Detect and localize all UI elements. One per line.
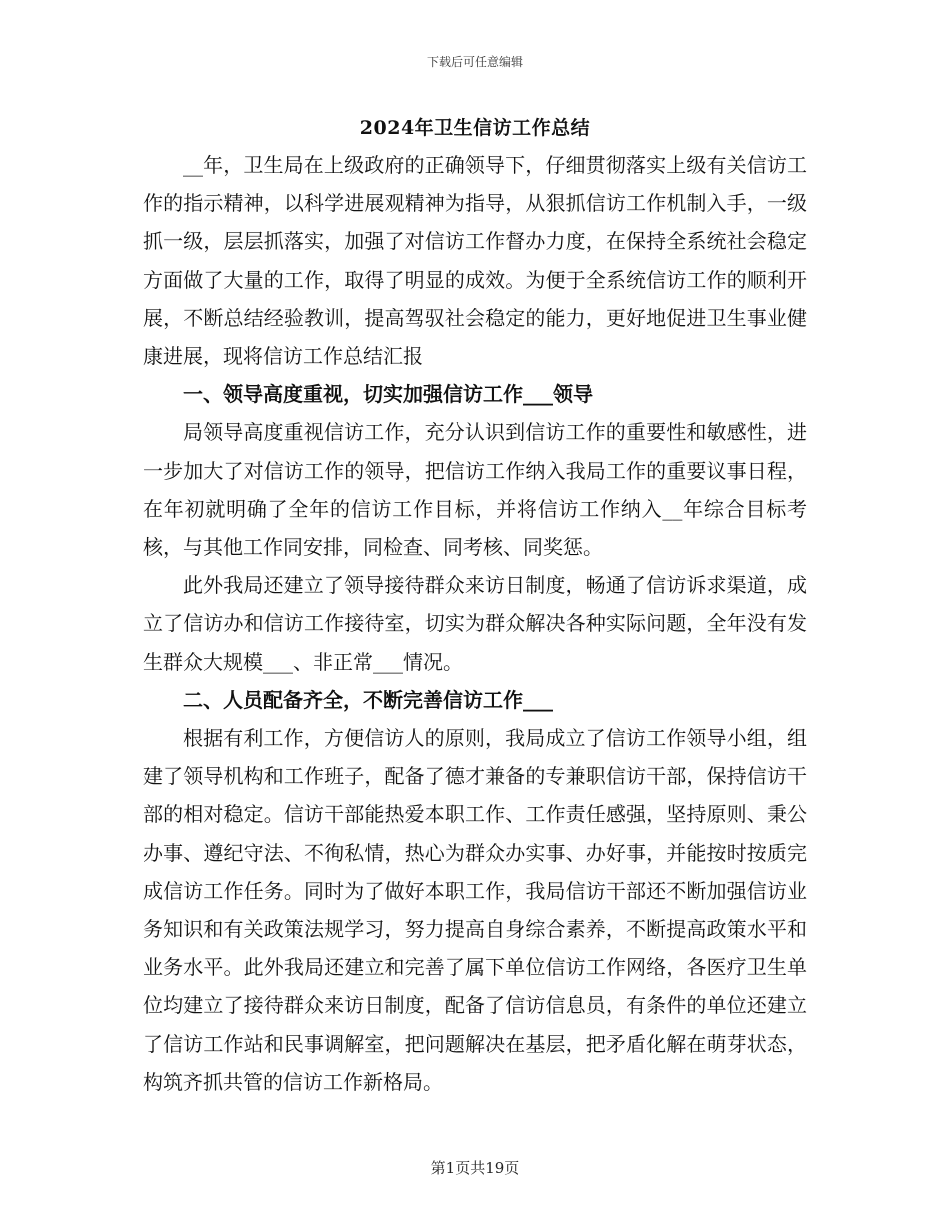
section-1-paragraph-1: 局领导高度重视信访工作，充分认识到信访工作的重要性和敏感性，进一步加大了对信访工作的领导，把信访工作纳入我局工作的重要议事日程，在年初就明确了全年的信访工作目标，并将信访工作纳入__年综合目标考核，与其他工作同安排，同检查、同考核、同奖惩。 [143, 420, 807, 560]
section-1-heading: 一、领导高度重视，切实加强信访工作___领导 [183, 382, 593, 407]
page-number: 第1页共19页 [430, 1159, 520, 1177]
header-note: 下载后可任意编辑 [426, 55, 523, 69]
intro-paragraph: __年，卫生局在上级政府的正确领导下，仔细贯彻落实上级有关信访工作的指示精神，以科学进展观精神为指导，从狠抓信访工作机制入手，一级抓一级，层层抓落实，加强了对信访工作督办力度，在保持全系统社会稳定方面做了大量的工作，取得了明显的成效。为便于全系统信访工作的顺利开展，不断总结经验教训，提高驾驭社会稳定的能力，更好地促进卫生事业健康进展，现将信访工作总结汇报 [143, 153, 807, 369]
section-2-paragraph-1: 根据有利工作，方便信访人的原则，我局成立了信访工作领导小组，组建了领导机构和工作班子，配备了德才兼备的专兼职信访干部，保持信访干部的相对稳定。信访干部能热爱本职工作、工作责任感强，坚持原则、秉公办事、遵纪守法、不徇私情，热心为群众办实事、办好事，并能按时按质完成信访工作任务。同时为了做好本职工作，我局信访干部还不断加强信访业务知识和有关政策法规学习，努力提高自身综合素养，不断提高政策水平和业务水平。此外我局还建立和完善了属下单位信访工作网络，各医疗卫生单位均建立了接待群众来访日制度，配备了信访信息员，有条件的单位还建立了信访工作站和民事调解室，把问题解决在基层，把矛盾化解在萌芽状态，构筑齐抓共管的信访工作新格局。 [143, 726, 807, 1094]
section-1-paragraph-2: 此外我局还建立了领导接待群众来访日制度，畅通了信访诉求渠道，成立了信访办和信访工作接待室，切实为群众解决各种实际问题，全年没有发生群众大规模___、非正常___情况。 [143, 573, 807, 674]
document-body [143, 146, 807, 1101]
section-2-heading: 二、人员配备齐全，不断完善信访工作___ [183, 687, 553, 712]
document-title: 2024年卫生信访工作总结 [359, 117, 591, 139]
